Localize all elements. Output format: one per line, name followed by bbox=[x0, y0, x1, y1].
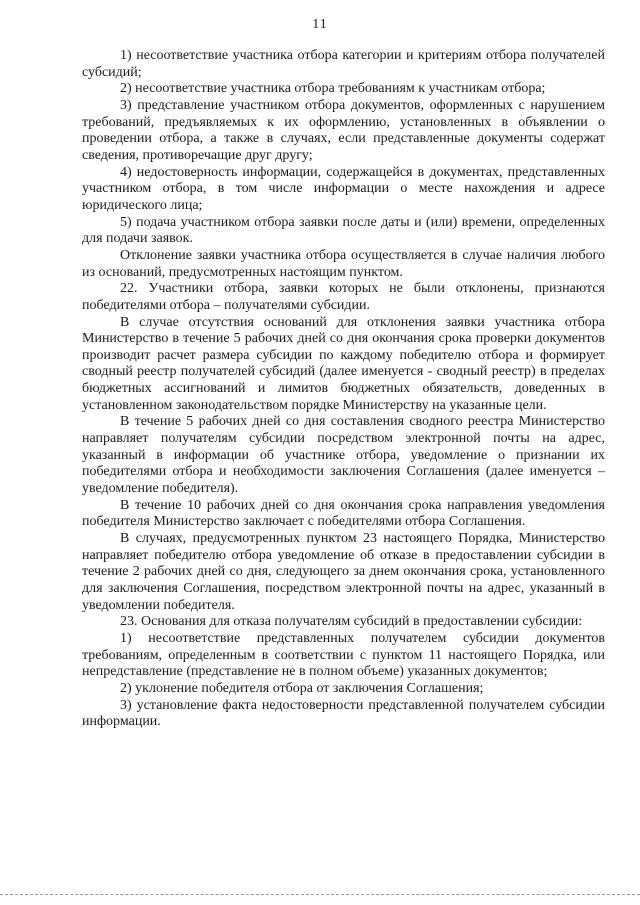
paragraph-reason-5: 5) подача участником отбора заявки после даты и (или) времени, определенных для подачи заявок. bbox=[82, 214, 605, 247]
paragraph-winner-notice: В течение 5 рабочих дней со дня составления сводного реестра Министерство направляет получателям субсидии посредством электронной почты на адрес, указанный в информации об участнике отбора, уведомление о признании их победителями отбора и необходимости заключения Соглашения (далее именуется – уведомление победителя). bbox=[82, 414, 605, 497]
page-number: 11 bbox=[312, 17, 328, 32]
paragraph-reason-4: 4) недостоверность информации, содержащейся в документах, представленных участником отбора, в том числе информации о месте нахождения и адресе юридического лица; bbox=[82, 164, 605, 213]
paragraph-refusal-1: 1) несоответствие представленных получателем субсидии документов требованиям, определенным в соответствии с пунктом 11 настоящего Порядка, или непредставление (представление не в полном объеме) указанных документов; bbox=[82, 630, 605, 680]
paragraph-rejection: Отклонение заявки участника отбора осуществляется в случае наличия любого из оснований, предусмотренных настоящим пунктом. bbox=[82, 247, 605, 280]
paragraph-reason-2: 2) несоответствие участника отбора требованиям к участникам отбора; bbox=[120, 81, 546, 97]
paragraph-agreements: В течение 10 рабочих дней со дня окончания срока направления уведомления победителя Министерство заключает с победителями отбора Соглашения. bbox=[82, 497, 605, 530]
paragraph-clause-22: 22. Участники отбора, заявки которых не были отклонены, признаются победителями отбора – получателями субсидии. bbox=[82, 281, 605, 313]
paragraph-refusal-3: 3) установление факта недостоверности представленной получателем субсидии информации. bbox=[82, 697, 605, 730]
paragraph-summary-register: В случае отсутствия оснований для отклонения заявки участника отбора Министерство в течение 5 рабочих дней со дня окончания срока проверки документов производит расчет размера субсидии по каждому победителю отбора и формирует сводный реестр получателей субсидий (далее именуется - сводный реестр) в пределах бюджетных ассигнований и лимитов бюджетных обязательств, доведенных в установленном законодательством порядке Министерству на указанные цели. bbox=[82, 314, 605, 413]
paragraph-reason-3: 3) представление участником отбора документов, оформленных с нарушением требований, предъявляемых к их оформлению, установленных в объявлении о проведении отбора, а также в случаях, если представленные документы содержат сведения, противоречащие друг другу; bbox=[82, 97, 605, 163]
document-body bbox=[82, 48, 605, 731]
paragraph-refusal-2: 2) уклонение победителя отбора от заключения Соглашения; bbox=[120, 680, 484, 696]
paragraph-reason-1: 1) несоответствие участника отбора категории и критериям отбора получателей субсидий; bbox=[82, 48, 605, 80]
paragraph-clause-23: 23. Основания для отказа получателям субсидий в предоставлении субсидии: bbox=[120, 614, 583, 630]
bottom-scan-border bbox=[0, 894, 640, 895]
paragraph-refusal-notice: В случаях, предусмотренных пунктом 23 настоящего Порядка, Министерство направляет победителю отбора уведомление об отказе в предоставлении субсидии в течение 2 рабочих дней со дня, следующего за днем окончания срока, установленного для заключения Соглашения, посредством электронной почты на адрес, указанный в уведомлении победителя. bbox=[82, 531, 605, 613]
